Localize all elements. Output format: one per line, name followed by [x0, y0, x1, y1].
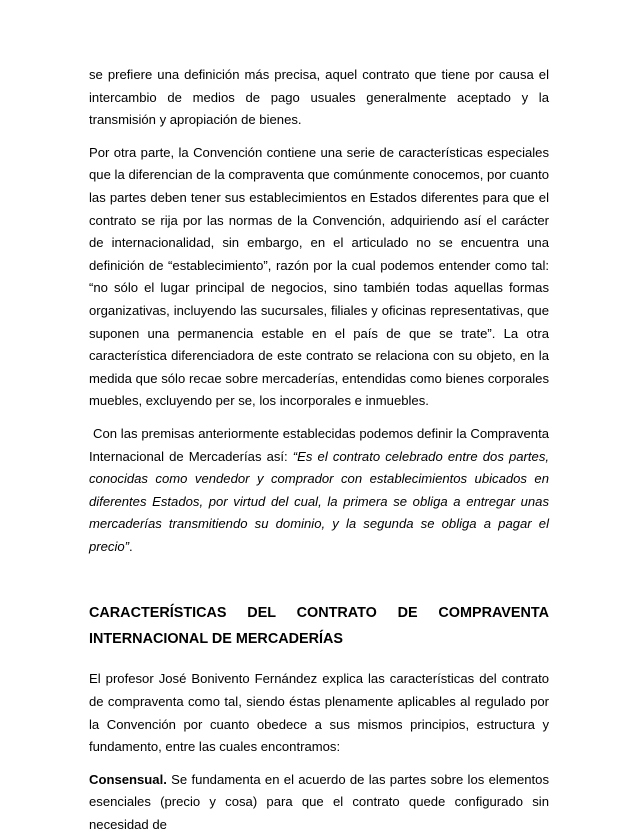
paragraph-definition-compraventa [89, 423, 549, 559]
paragraph-bonivento: El profesor José Bonivento Fernández explica las características del contrato de compraventa como tal, siendo éstas plenamente aplicables al regulado por la Convención por cuanto obedece a sus mismos principios, estructura y fundamento, entre las cuales encontramos: [89, 671, 549, 755]
paragraph-definition-end: se prefiere una definición más precisa, aquel contrato que tiene por causa el intercambio de medios de pago usuales generalmente aceptado y la transmisión y apropiación de bienes. [89, 67, 549, 128]
consensual-text: Se fundamenta en el acuerdo de las partes sobre los elementos esenciales (precio y cosa) para que el contrato quede configurado sin necesidad de [89, 771, 549, 833]
document-page [89, 64, 549, 837]
definition-lead-text: Con las premisas anteriormente establecidas podemos definir la Compraventa Internacional de Mercaderías así: [89, 425, 549, 464]
paragraph-convention-characteristics: Por otra parte, la Convención contiene una serie de características especiales que la diferencian de la compraventa que comúnmente conocemos, por cuanto las partes deben tener sus establecimientos en Estados diferentes para que el contrato se rija por las normas de la Convención, adquiriendo así el carácter de internacionalidad, sin embargo, en el articulado no se encuentra una definición de “establecimiento”, razón por la cual podemos entender como tal: “no sólo el lugar principal de negocios, sino también todas aquellas formas organizativas, incluyendo las sucursales, filiales y oficinas representativas, que suponen una permanencia estable en el país de que se trate”. La otra característica diferenciadora de este contrato se relaciona con su objeto, en la medida que sólo recae sobre mercaderías, entendidas como bienes corporales muebles, excluyendo per se, los incorporales e inmuebles. [89, 144, 549, 409]
paragraph-consensual [89, 769, 549, 837]
section-heading: CARACTERÍSTICAS DEL CONTRATO DE COMPRAVENTA INTERNACIONAL DE MERCADERÍAS [89, 605, 549, 648]
consensual-term: Consensual. [89, 771, 167, 787]
definition-quote: “Es el contrato celebrado entre dos partes, conocidas como vendedor y comprador con establecimientos ubicados en diferentes Estados, por virtud del cual, la primera se obliga a entregar unas mercaderías transmitiendo su dominio, y la segunda se obliga a pagar el precio” [89, 448, 549, 554]
definition-period: . [129, 538, 133, 554]
